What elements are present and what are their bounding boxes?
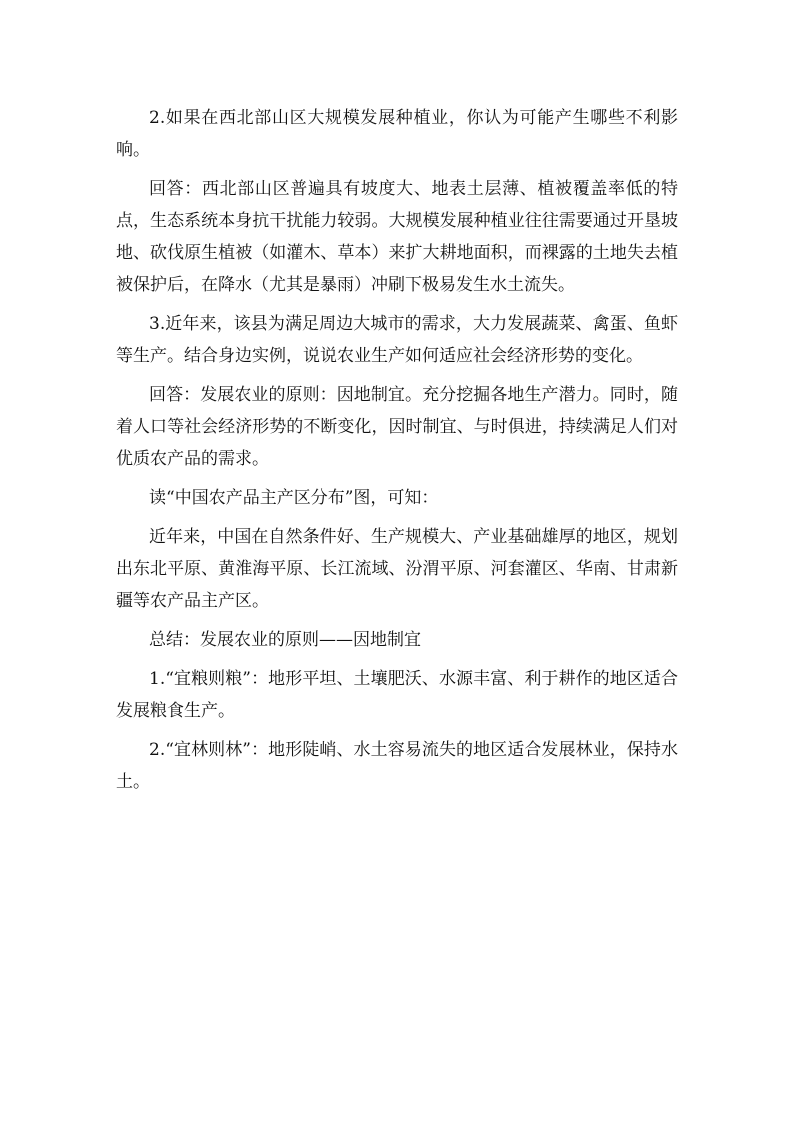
map-reading-content: 近年来，中国在自然条件好、生产规模大、产业基础雄厚的地区，规划出东北平原、黄淮海平原、长江流域、汾渭平原、河套灌区、华南、甘肃新疆等农产品主产区。 bbox=[116, 527, 678, 611]
document-page bbox=[116, 102, 678, 805]
question-2: 2.如果在西北部山区大规模发展种植业，你认为可能产生哪些不利影响。 bbox=[116, 108, 678, 160]
answer-3: 回答：发展农业的原则：因地制宜。充分挖掘各地生产潜力。同时，随着人口等社会经济形势的不断变化，因时制宜、与时俱进，持续满足人们对优质农产品的需求。 bbox=[116, 385, 678, 469]
summary-heading: 总结：发展农业的原则——因地制宜 bbox=[149, 630, 421, 650]
map-reading-intro: 读“中国农产品主产区分布”图，可知： bbox=[149, 488, 439, 508]
answer-2: 回答：西北部山区普遍具有坡度大、地表土层薄、植被覆盖率低的特点，生态系统本身抗干扰能力较弱。大规模发展种植业往往需要通过开垦坡地、砍伐原生植被（如灌木、草本）来扩大耕地面积，而裸露的土地失去植被保护后，在降水（尤其是暴雨）冲刷下极易发生水土流失。 bbox=[116, 179, 678, 295]
question-3: 3.近年来，该县为满足周边大城市的需求，大力发展蔬菜、禽蛋、鱼虾等生产。结合身边实例，说说农业生产如何适应社会经济形势的变化。 bbox=[116, 314, 678, 366]
summary-point-1: 1.“宜粮则粮”：地形平坦、土壤肥沃、水源丰富、利于耕作的地区适合发展粮食生产。 bbox=[116, 669, 678, 721]
summary-point-2: 2.“宜林则林”：地形陡峭、水土容易流失的地区适合发展林业，保持水土。 bbox=[116, 740, 678, 792]
